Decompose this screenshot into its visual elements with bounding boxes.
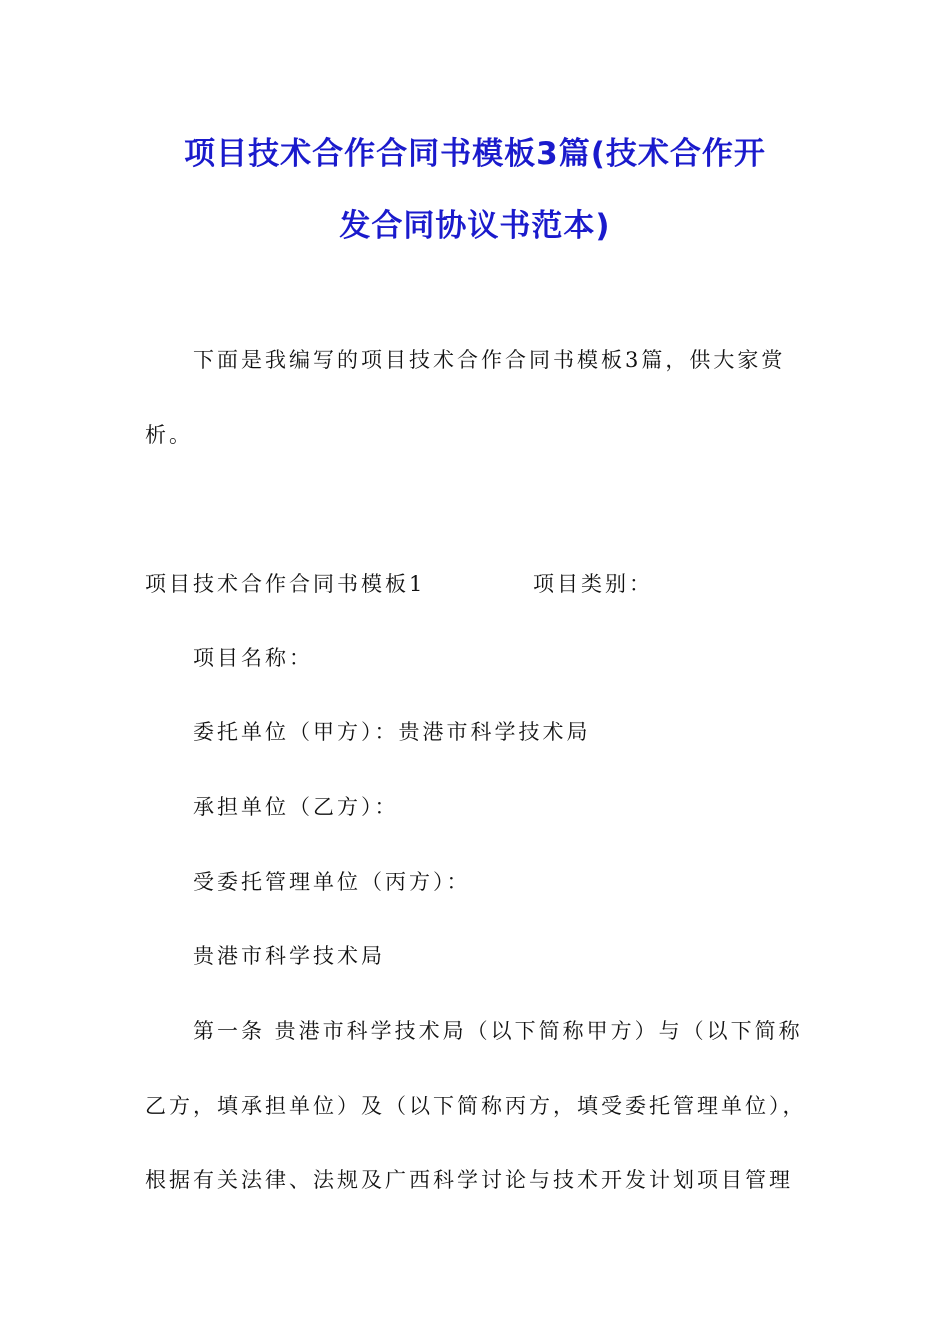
article-1-line-2: 乙方，填承担单位）及（以下简称丙方，填受委托管理单位），	[145, 1094, 807, 1118]
party-c-line: 受委托管理单位（丙方）：	[193, 870, 471, 894]
project-name-label: 项目名称：	[193, 646, 313, 670]
party-b-line: 承担单位（乙方）：	[193, 795, 399, 819]
project-category-label: 项目类别：	[533, 572, 653, 596]
template-heading: 项目技术合作合同书模板1	[145, 572, 426, 596]
document-title-line-2: 发合同协议书范本)	[339, 208, 611, 244]
intro-paragraph-line-2: 析。	[145, 423, 193, 447]
party-a-line: 委托单位（甲方）：贵港市科学技术局	[193, 720, 591, 744]
intro-paragraph-line-1: 下面是我编写的项目技术合作合同书模板3篇，供大家赏	[193, 348, 786, 372]
article-1-line-1: 第一条 贵港市科学技术局（以下简称甲方）与（以下简称	[193, 1019, 803, 1043]
article-1-line-3: 根据有关法律、法规及广西科学讨论与技术开发计划项目管理	[145, 1168, 793, 1192]
party-c-name: 贵港市科学技术局	[193, 944, 385, 968]
document-title-line-1: 项目技术合作合同书模板3篇(技术合作开	[184, 136, 766, 172]
